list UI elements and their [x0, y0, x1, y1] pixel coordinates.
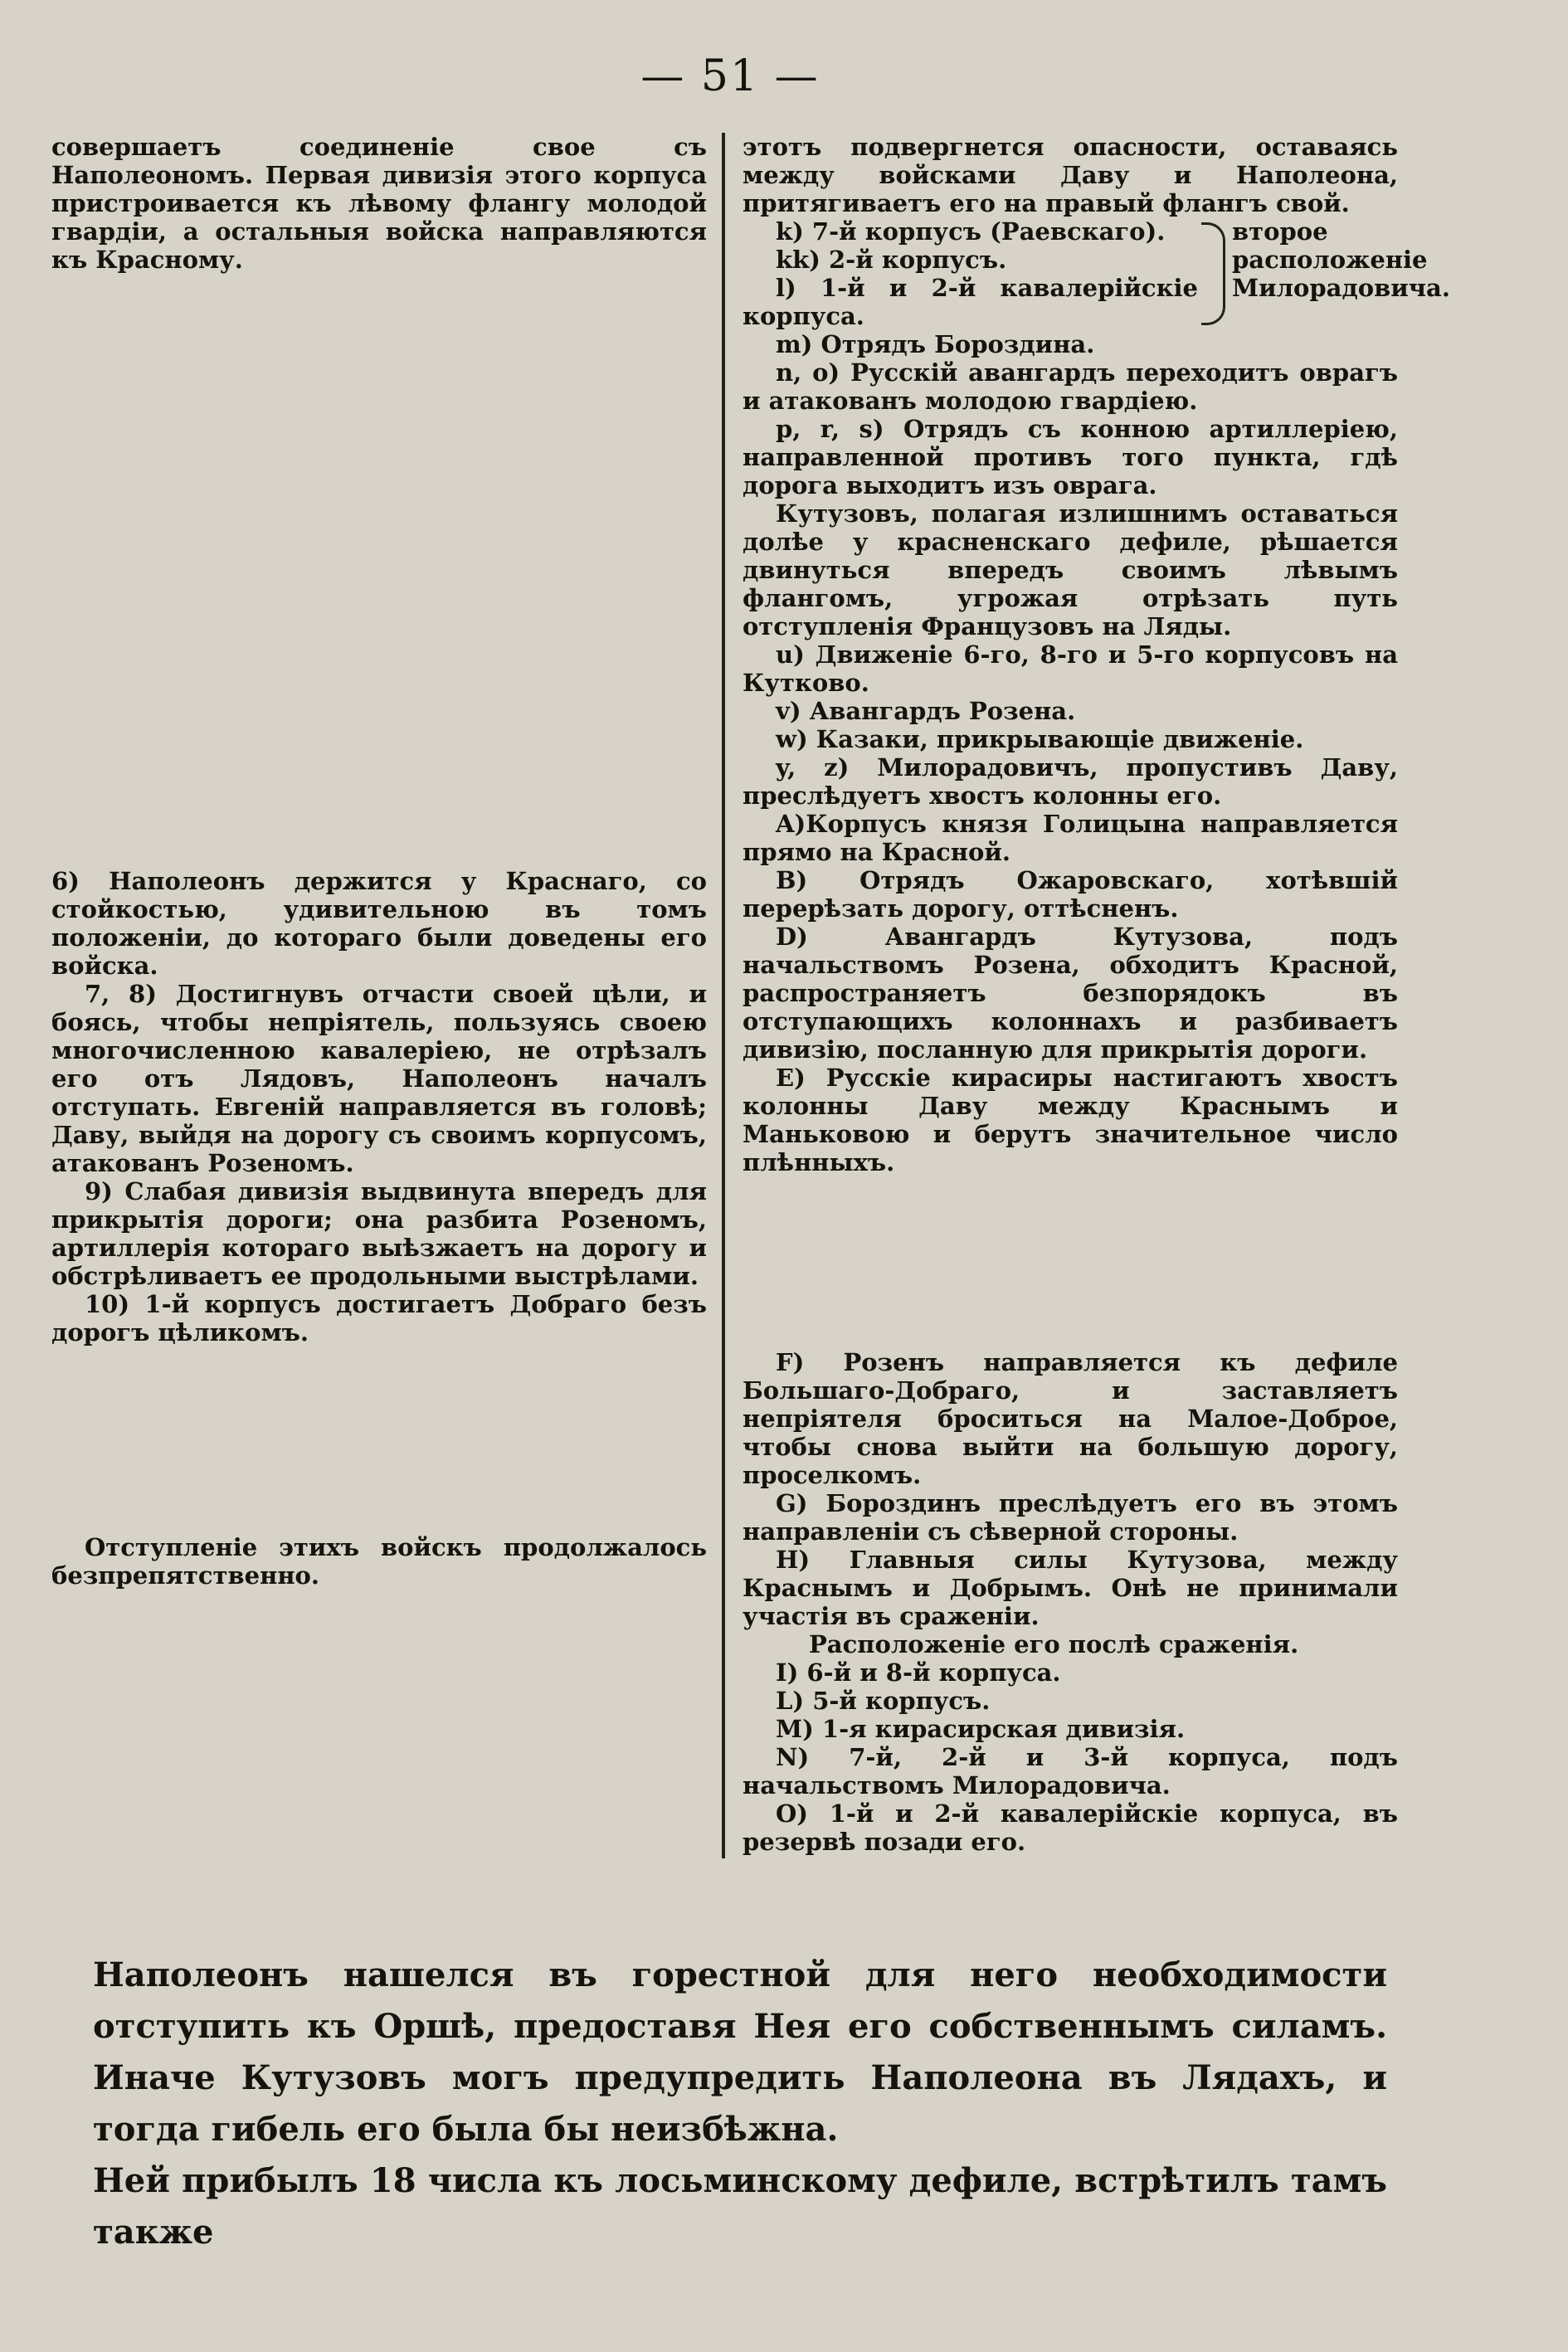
left-paragraph: 7, 8) Достигнувъ отчасти своей цѣли, и боясь, чтобы непріятель, пользуясь своею многочисленною кавалеріею, не отрѣзалъ его отъ Лядовъ, Наполеонъ началъ отступать. Евгеній направляется въ головѣ; Даву, выйдя на дорогу съ своимъ корпусомъ, атакованъ Розеномъ. [51, 980, 707, 1177]
list-item: kk) 2-й корпусъ. [776, 246, 1007, 274]
right-column-bottom [743, 1348, 1398, 1856]
right-paragraph: m) Отрядъ Бороздина. [776, 330, 1095, 358]
right-paragraph: D) Авангардъ Кутузова, подъ начальствомъ Розена, обходитъ Красной, распространяетъ безпорядокъ въ отступающихъ колоннахъ и разбиваетъ дивизію, посланную для прикрытія дороги. [743, 923, 1398, 1064]
column-divider [722, 133, 725, 1858]
page-number: — 51 — [640, 51, 820, 101]
right-paragraph: y, z) Милорадовичъ, пропустивъ Даву, преслѣдуетъ хвостъ колонны его. [743, 753, 1398, 810]
left-paragraph: 9) Слабая дивизія выдвинута впередъ для прикрытія дороги; она разбита Розеномъ, артиллерія котораго выѣзжаетъ на дорогу и обстрѣливаетъ ее продольными выстрѣлами. [51, 1177, 707, 1290]
bottom-paragraph: Наполеонъ нашелся въ горестной для него необходимости отступить къ Оршѣ, предоставя Нея его собственнымъ силамъ. Иначе Кутузовъ могъ предупредить Наполеона въ Лядахъ, и тогда гибель его была бы неизбѣжна. [93, 1955, 1387, 2149]
left-paragraph: совершаетъ соединеніе свое съ Наполеономъ. Первая дивизія этого корпуса пристроивается къ лѣвому флангу молодой гвардіи, а остальныя войска направляются къ Красному. [51, 133, 707, 274]
list-item: l) 1-й и 2-й кавалерійскіе корпуса. [743, 274, 1198, 330]
right-paragraph: n, o) Русскій авангардъ переходитъ оврагъ и атакованъ молодою гвардіею. [743, 358, 1398, 415]
right-paragraph: A)Корпусъ князя Голицына направляется прямо на Красной. [743, 810, 1398, 866]
right-paragraph: H) Главныя силы Кутузова, между Краснымъ и Добрымъ. Онѣ не принимали участія въ сраженіи. [743, 1546, 1398, 1630]
right-paragraph: w) Казаки, прикрывающіе движеніе. [776, 725, 1304, 753]
right-paragraph: E) Русскіе кирасиры настигаютъ хвостъ колонны Даву между Краснымъ и Маньковою и берутъ значительное число плѣнныхъ. [743, 1064, 1398, 1176]
left-column-bottom [51, 1533, 707, 1590]
brace-label: второе расположеніе Милорадовича. [1232, 217, 1450, 302]
left-column-top [51, 133, 707, 274]
right-paragraph: G) Бороздинъ преслѣдуетъ его въ этомъ направленіи съ сѣверной стороны. [743, 1489, 1398, 1546]
right-paragraph: этотъ подвергнется опасности, оставаясь между войсками Даву и Наполеона, притягиваетъ его на правый флангъ свой. [743, 133, 1398, 217]
list-item: O) 1-й и 2-й кавалерійскіе корпуса, въ резервѣ позади его. [743, 1799, 1398, 1856]
list-item: k) 7-й корпусъ (Раевскаго). [776, 217, 1166, 246]
right-paragraph: u) Движеніе 6-го, 8-го и 5-го корпусовъ на Кутково. [743, 640, 1398, 697]
left-paragraph: 10) 1-й корпусъ достигаетъ Добраго безъ дорогъ цѣликомъ. [51, 1290, 707, 1346]
grouped-list [743, 217, 1450, 330]
right-column-top [743, 133, 1450, 1176]
left-paragraph: Отступленіе этихъ войскъ продолжалось безпрепятственно. [51, 1533, 707, 1590]
right-paragraph: v) Авангардъ Розена. [776, 697, 1076, 725]
list-item: L) 5-й корпусъ. [776, 1687, 991, 1715]
list-item: N) 7-й, 2-й и 3-й корпуса, подъ начальствомъ Милорадовича. [743, 1743, 1398, 1799]
bottom-paragraph: Ней прибылъ 18 числа къ лосьминскому дефиле, встрѣтилъ тамъ также [93, 2161, 1387, 2252]
right-heading: Расположеніе его послѣ сраженія. [809, 1630, 1299, 1658]
left-paragraph: 6) Наполеонъ держится у Краснаго, со стойкостью, удивительною въ томъ положеніи, до котораго были доведены его войска. [51, 867, 707, 980]
bottom-text [93, 1950, 1387, 2258]
right-paragraph: B) Отрядъ Ожаровскаго, хотѣвшій перерѣзать дорогу, оттѣсненъ. [743, 866, 1398, 923]
right-paragraph: F) Розенъ направляется къ дефиле Большаго-Добраго, и заставляетъ непріятеля броситься на Малое-Доброе, чтобы снова выйти на большую дорогу, проселкомъ. [743, 1348, 1398, 1489]
brace-icon [1201, 222, 1225, 325]
list-item: I) 6-й и 8-й корпуса. [776, 1658, 1061, 1687]
right-paragraph: p, r, s) Отрядъ съ конною артиллеріею, направленной противъ того пункта, гдѣ дорога выходитъ изъ оврага. [743, 415, 1398, 499]
left-column-middle [51, 867, 707, 1346]
right-paragraph: Кутузовъ, полагая излишнимъ оставаться долѣе у красненскаго дефиле, рѣшается двинуться впередъ своимъ лѣвымъ флангомъ, угрожая отрѣзать путь отступленія Французовъ на Ляды. [743, 499, 1398, 640]
list-item: M) 1-я кирасирская дивизія. [776, 1715, 1186, 1743]
